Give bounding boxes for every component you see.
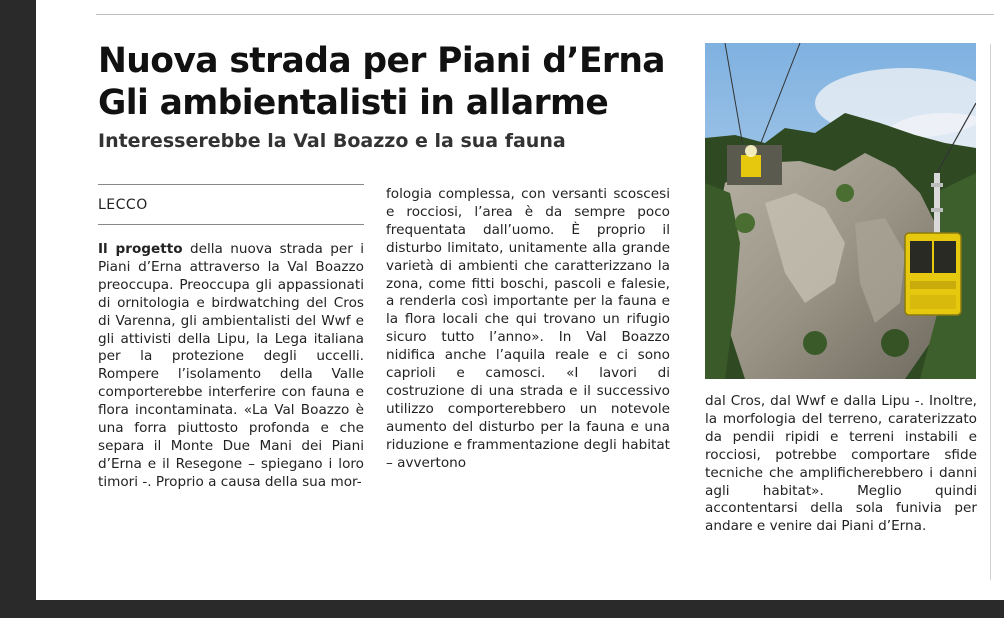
headline: [98, 40, 698, 124]
left-dark-border: [0, 0, 36, 618]
dateline-rule-top: [98, 184, 364, 185]
dateline-rule-bottom: [98, 224, 364, 225]
column-2: [386, 186, 670, 473]
lead-in: Il progetto: [98, 241, 183, 257]
right-column-divider: [990, 44, 991, 580]
column-1: [98, 241, 364, 492]
top-divider: [96, 14, 994, 15]
column-1-paragraph: [98, 241, 364, 492]
dateline: LECCO: [98, 197, 148, 213]
headline-line-1: Nuova strada per Piani d’Erna: [98, 41, 665, 81]
column-3: [705, 393, 977, 536]
cable-car-photo: [705, 43, 976, 379]
column-1-text: della nuova strada per i Piani d’Erna attraverso la Val Boazzo preoccupa. Preoccupa gli appassionati di ornitologia e birdwatching del Cros di Varenna, gli ambientalisti del Wwf e gli attivisti della Lipu, la Lega italiana per la protezione degli uccelli. Rompere l’isolamento della Valle comporterebbe interferire con fauna e flora incontaminata. «La Val Boazzo è una forra piuttosto profonda e che separa il Monte Due Mani dei Piani d’Erna e il Resegone – spiegano i loro timori -. Proprio a causa della sua mor-: [98, 241, 364, 490]
headline-line-2: Gli ambientalisti in allarme: [98, 83, 609, 123]
subtitle: Interesserebbe la Val Boazzo e la sua fauna: [98, 130, 566, 152]
column-2-text: fologia complessa, con versanti scoscesi e rocciosi, l’area è da sempre poco frequentata dall’uomo. È proprio il disturbo limitato, unitamente alla grande varietà di ambienti che caratterizzano la zona, come fitti boschi, pascoli e falesie, a renderla così importante per la fauna e la flora locali che qui trovano un rifugio sicuro tutto l’anno». In Val Boazzo nidifica anche l’aquila reale e ci sono caprioli e camosci. «I lavori di costruzione di una strada e il successivo utilizzo comporterebbero un notevole aumento del disturbo per la fauna e una riduzione e frammentazione degli habitat – avvertono: [386, 186, 670, 471]
bottom-dark-border: [0, 600, 1004, 618]
column-3-text: dal Cros, dal Wwf e dalla Lipu -. Inoltre, la morfologia del terreno, caraterizzato da pendii ripidi e terreni instabili e rocciosi, potrebbe comportare sfide tecniche che amplificherebbero i danni agli habitat». Meglio quindi accontentarsi della sola funivia per andare e venire dai Piani d’Erna.: [705, 393, 977, 535]
